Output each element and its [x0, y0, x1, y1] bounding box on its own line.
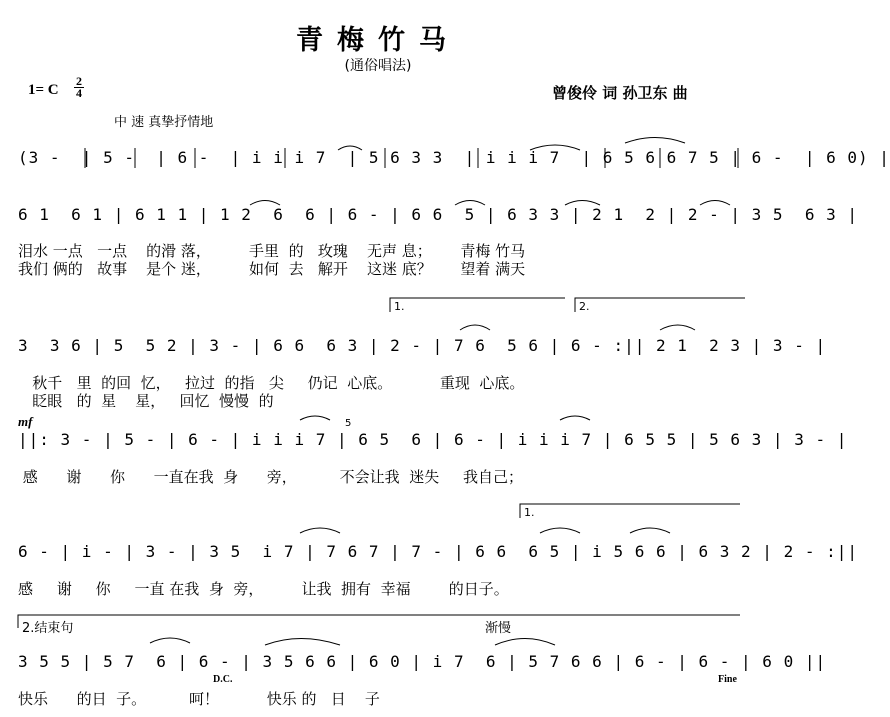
notation-line-4: ||: 3 - | 5 - | 6 - | i i i 7 | 6 5 6 | 6 - | i i i 7 | 6 5 5 | 5 6 3 | 3 - | — [18, 430, 848, 449]
meter-top: 2 — [76, 74, 82, 88]
grace-note: 5 — [345, 418, 352, 429]
slurs-row-4 — [300, 416, 590, 420]
dynamic-mark: mf — [18, 414, 33, 429]
notation-line-5: 6 - | i - | 3 - | 3 5 i 7 | 7 6 7 | 7 - | 6 6 6 5 | i 5 6 6 | 6 3 2 | 2 - :|| — [18, 542, 858, 561]
fine-mark: Fine — [718, 674, 737, 685]
notation-line-1: (3 - | 5 - | 6 - | i i i 7 | 5 6 3 3 | i i i 7 | 6 5 6 6 7 5 | 6 - | 6 0) | — [18, 148, 890, 167]
lyric-line-2b: 我们 俩的 故事 是个 迷， 如何 去 解开 这迷 底？ 望着 满天 — [18, 260, 526, 278]
slurs-row-3 — [460, 325, 695, 330]
key-signature: 1= C — [28, 82, 59, 98]
volta-bracket-row-5 — [520, 504, 740, 518]
time-signature — [74, 76, 84, 99]
notation-line-6: 3 5 5 | 5 7 6 | 6 - | 3 5 6 6 | 6 0 | i 7 6 | 5 7 6 6 | 6 - | 6 - | 6 0 || — [18, 652, 827, 671]
lyric-line-3b: 眨眼 的 星 星， 回忆 慢慢 的 — [18, 392, 274, 410]
ending-volta-label: 2.结束句 — [22, 621, 74, 636]
slurs-row-6 — [150, 638, 555, 645]
lyric-line-5: 感 谢 你 一直 在我 身 旁， 让我 拥有 幸福 的日子。 — [18, 580, 509, 598]
lyric-line-3a: 秋千 里 的回 忆， 拉过 的指 尖 仍记 心底。 重现 心底。 — [18, 374, 525, 392]
notation-line-2: 6 1 6 1 | 6 1 1 | 1 2 6 6 | 6 - | 6 6 5 | 6 3 3 | 2 1 2 | 2 - | 3 5 6 3 | — [18, 205, 858, 224]
ritardando-mark: 渐慢 — [485, 621, 512, 636]
tempo-marking: 中 速 真挚抒情地 — [114, 115, 214, 130]
song-title: 青梅竹马 — [296, 25, 460, 56]
volta-brackets-row-3 — [390, 298, 745, 312]
lyric-line-6: 快乐 的日 子。 呵！ 快乐 的 日 子 — [18, 690, 380, 708]
lyric-line-4: 感 谢 你 一直在我 身 旁， 不会让我 迷失 我自己； — [18, 468, 524, 486]
volta-1-label-row-5: 1. — [524, 506, 535, 519]
song-subtitle: (通俗唱法) — [344, 58, 412, 74]
lyric-line-2a: 泪水 一点 一点 的滑 落， 手里 的 玫瑰 无声 息； 青梅 竹马 — [18, 242, 526, 260]
volta-bracket-row-6 — [18, 615, 740, 628]
notation-line-3: 3 3 6 | 5 5 2 | 3 - | 6 6 6 3 | 2 - | 7 6 5 6 | 6 - :|| 2 1 2 3 | 3 - | — [18, 336, 827, 355]
dc-mark: D.C. — [213, 674, 233, 685]
slurs-row-5 — [300, 528, 670, 533]
credits: 曾俊伶 词 孙卫东 曲 — [552, 84, 688, 102]
volta-2-label-row-3: 2. — [579, 300, 590, 313]
volta-1-label-row-3: 1. — [394, 300, 405, 313]
meter-bottom: 4 — [76, 86, 82, 100]
